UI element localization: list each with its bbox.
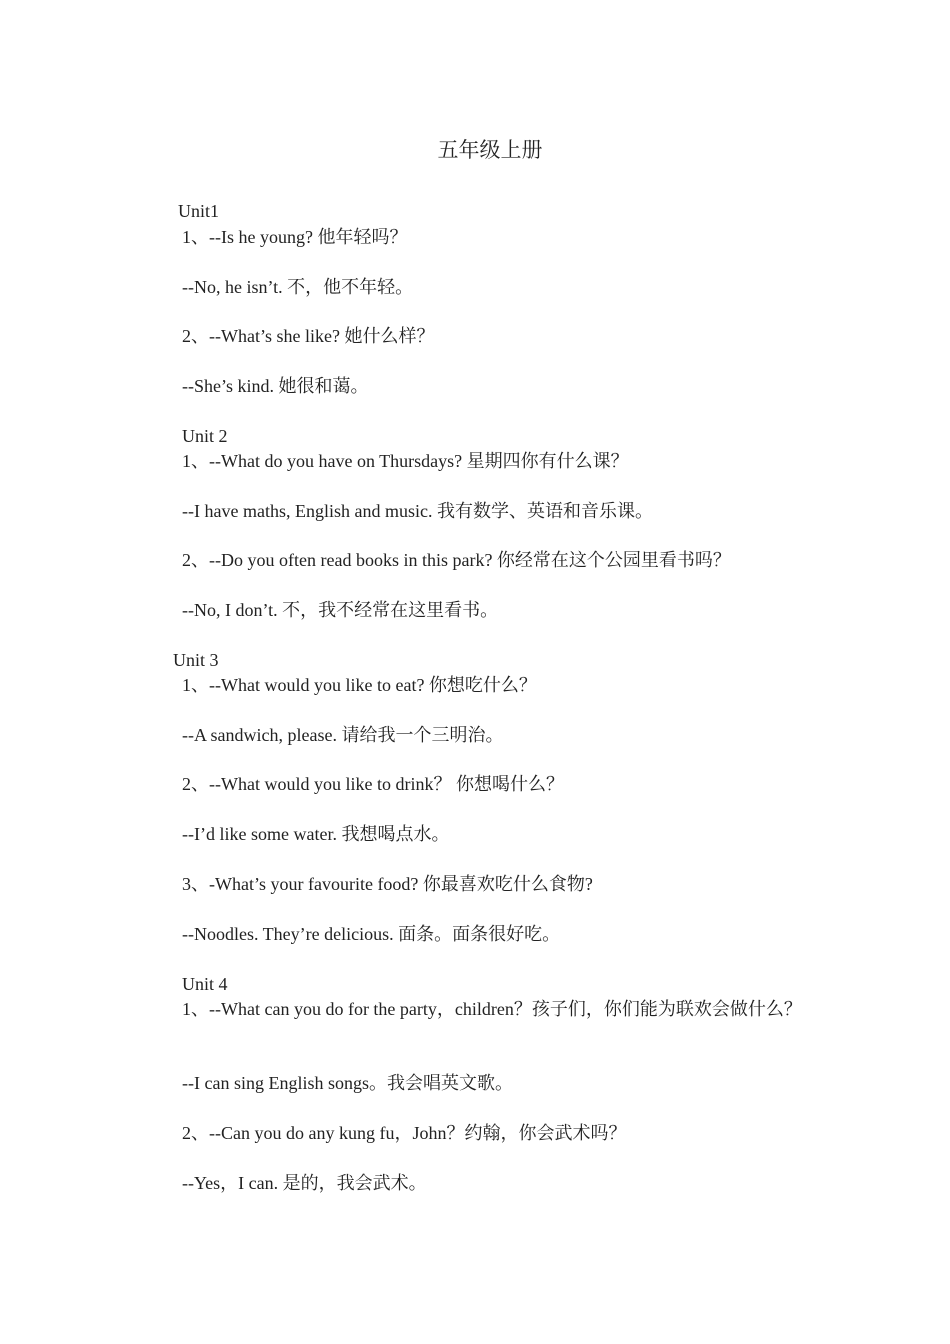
unit-1-question-1: 1、--Is he young? 他年轻吗？	[182, 227, 408, 247]
unit-3-answer-3: --Noodles. They’re delicious. 面条。面条很好吃。	[182, 924, 561, 944]
unit-2-answer-1: --I have maths, English and music. 我有数学、英语和音乐课。	[182, 501, 653, 521]
unit-3-heading: Unit 3	[173, 650, 219, 670]
unit-2-question-1: 1、--What do you have on Thursdays? 星期四你有什么课？	[182, 451, 629, 471]
unit-4-heading: Unit 4	[182, 974, 228, 994]
unit-3-answer-1: --A sandwich, please. 请给我一个三明治。	[182, 725, 504, 745]
unit-4-answer-1: --I can sing English songs。我会唱英文歌。	[182, 1073, 513, 1093]
unit-3-question-1: 1、--What would you like to eat? 你想吃什么？	[182, 675, 537, 695]
unit-3-answer-2: --I’d like some water. 我想喝点水。	[182, 824, 450, 844]
unit-1-answer-1: --No, he isn’t. 不，他不年轻。	[182, 277, 414, 297]
unit-1-question-2: 2、--What’s she like? 她什么样？	[182, 326, 435, 346]
unit-4-question-1: 1、--What can you do for the party，children？孩子们，你们能为联欢会做什么？	[182, 999, 802, 1019]
unit-1-heading: Unit1	[178, 201, 220, 221]
unit-3-question-2: 2、--What would you like to drink？ 你想喝什么？	[182, 774, 564, 794]
unit-1-answer-2: --She’s kind. 她很和蔼。	[182, 376, 369, 396]
unit-3-question-3: 3、-What’s your favourite food? 你最喜欢吃什么食物?	[182, 874, 593, 894]
unit-2-question-2: 2、--Do you often read books in this park? 你经常在这个公园里看书吗？	[182, 550, 731, 570]
unit-2-answer-2: --No, I don’t. 不，我不经常在这里看书。	[182, 600, 499, 620]
page-title: 五年级上册	[437, 138, 543, 162]
unit-2-heading: Unit 2	[182, 426, 228, 446]
unit-4-answer-2: --Yes，I can. 是的，我会武术。	[182, 1173, 427, 1193]
unit-4-question-2: 2、--Can you do any kung fu，John？约翰，你会武术吗？	[182, 1123, 627, 1143]
